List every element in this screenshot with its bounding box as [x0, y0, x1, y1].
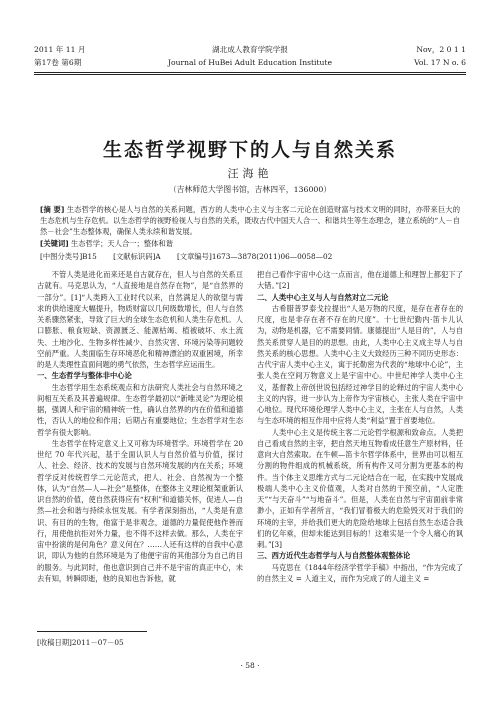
body-paragraph: 生态哲学用生态系统观点和方法研究人类社会与自然环境之间相互关系及其普遍规律。生态哲学最初以“新唯灵论”为理论根据，强调人和宇宙的精神统一性，确认自然界的内在价值和道德性，否认人的地位和作用；后期占有重要地位；生态哲学对生态哲学有很大影响。 — [37, 382, 243, 437]
header-date: 2011 年 11 月 — [34, 45, 86, 54]
keywords-label: [关键词] — [40, 239, 69, 248]
clc-number: [中图分类号]B15 — [40, 252, 97, 261]
body-paragraph: 人类中心主义是传统主客二元论哲学根源和致命点。人类把自己看成自然的主宰，把自然天地互物看成任意生产原材料，任意向大自然索取。在牛顿—笛卡尔哲学体系中，世界由可以相互分割的物件组成的机械系统，所有构件又可分割为更基本的构件。当个体主义思维方式与二元论结合在一起，在实践中发展成极端人类中心主义价值观，人类对自然的干预空前，“人定胜天”“与天奋斗”“与地奋斗”。但是，人类在自然与宇宙面前非常渺小，正如有学者所言，“我们冒着极大的危险毁灭对于我们的环境的主宰，并给我们更大的危险给地球上包括自然生态适合我们的亿年乘，但却未能达到目标的！这难实是一个令人痛心的讽刺。”[3] — [257, 427, 463, 549]
abstract — [40, 204, 460, 237]
document-code: [文献标识码]A — [113, 252, 161, 261]
article-number: [文章编号]1673—3878(2011)06—0058—02 — [176, 252, 333, 261]
received-date-footnote: [收稿日期]2011－07－05 — [37, 638, 124, 647]
body-column-left — [37, 269, 243, 584]
abstract-text: 生态哲学的核心是人与自然的关系问题，西方的人类中心主义与主客二元论在创造财富与技术文明的同时，亦带来巨大的生态危机与生存危机。以生态哲学的视野检视人与自然的关系，既收古代中国天人合一、和谐共生等生态理念，建立系统的“人－自然－社会”生态整体观，确保人类永续和谐发展。 — [40, 205, 460, 236]
header-volume-en: Vol. 17 N o. 6 — [414, 58, 466, 67]
body-column-right — [257, 269, 463, 584]
header-date-en: Nov，2 0 1 1 — [416, 45, 466, 54]
header-rule-thick — [34, 72, 466, 73]
keywords-text: 生态哲学；天人合一；整体和谐 — [70, 239, 174, 248]
header-journal-cn: 湖北成人教育学院学报 — [212, 45, 288, 54]
body-paragraph: 不管人类是进化而来还是自古就存在，但人与自然的关系亘古就有。马克思认为，“人直接地是自然存在物”，是“自然界的一部分”。[1]“人类跨入工业时代以来，自然满足人的欲望与需求的供给速度大幅提升，物质财富以几何级数增长，但人与自然关系骤然紧张，导致了巨大的全球生态危机和人类生存危机。人口膨胀、粮食短缺、资源匮乏、能源枯竭、植被破坏、水土流失、土地沙化、生物多样性减少、自然灾害、环境污染等问题较空前严重。人类面临生存环境恶化和精神漂泊的双重困境，所幸的是人类理性直面问题的勇气依然，生态哲学应运而生。 — [37, 270, 243, 369]
body-paragraph: 生态哲学在特定意义上又可称为环境哲学。环境哲学在 20 世纪 70 年代兴起，基于全面认识人与自然价值与价值，探讨人、社会、经济、技术的发展与自然环境发展的内在关系；环境哲学反对传统哲学二元论范式，把人、社会、自然视为一个整体，认为“自然—人—社会”是整体，在整体主义理论框架重新认识自然的价值，使自然获得应有“权利”和道德关怀，促进人—自然—社会和谐与持续永恒发展。有学者深刻指出，“人类是有意识、有目的的生物，他富于是非观念，道德的力量促使他作善而行，用使他抗拒对外力量，也不得不这样去做。那么，人类在宇宙中扮演的是何角色？意义何在？……人还有这样的自我中心意识，即认为他的自然环境是为了他便宇宙的其他部分为自己的目的服务。与此同时，他也意识到自己并不是宇宙的真正中心，未去有知，转瞬即逝，他的良知也告诉他，就 — [37, 438, 243, 583]
section-heading: 二、人类中心主义与人与自然对立二元论 — [257, 292, 389, 302]
header-volume-cn: 第17卷 第6期 — [34, 58, 82, 67]
article-author: 汪海艳 — [227, 167, 273, 180]
header-journal-en: Journal of HuBei Adult Education Institute — [168, 58, 332, 67]
footnote-rule — [37, 631, 147, 632]
classification-line — [40, 252, 470, 262]
abstract-label: [摘 要] — [40, 205, 65, 214]
section-heading: 三、西方近代生态哲学与人与自然整体观整体论 — [257, 551, 411, 561]
page-number: · 58 · — [240, 661, 260, 670]
body-paragraph: 把自己看作宇宙中心这一点而言，他在道德上和理智上都犯下了大错。”[2] — [257, 270, 463, 291]
section-heading: 一、生态哲学与整体非中心论 — [37, 371, 132, 381]
body-paragraph: 马克思在《1844年经济学哲学手稿》中指出，“作为完成了的自然主义 = 人道主义，而作为完成了的人道主义 = — [257, 562, 463, 583]
author-affiliation: （吉林师范大学图书馆，吉林四平，136000） — [168, 185, 332, 194]
header-rule-thin — [34, 74, 466, 75]
article-title: 生态哲学视野下的人与自然关系 — [102, 139, 397, 161]
keywords — [40, 238, 460, 249]
body-paragraph: 古希腊普罗泰戈拉提出“人是万物的尺度，是存在者存在的尺度，也是非存在者不存在的尺度”。十七世纪勤内·笛卡儿认为，动物是机器，它不需要同情。康德提出“人是目的”，人与自然关系贯穿人是目的的思想。由此，人类中心主义成主导人与自然关系的核心思想。人类中心主义大致经历三种不同历史形态：古代宇宙人类中心主义，寓于托勒密为代表的“地球中心论”，主张人类在空间万物意义上是宇宙中心。中世纪神学人类中心主义，基督教上帝创世说包括经过神学目的论释过的宇宙人类中心主义的内容，进一步认为上帝作为宇宙核心，主张人类在宇宙中心地位。现代环境伦理学人类中心主义，主张在人与自然，人类与生态环境的相互作用中应将人类“利益”置于首要地位。 — [257, 303, 463, 426]
